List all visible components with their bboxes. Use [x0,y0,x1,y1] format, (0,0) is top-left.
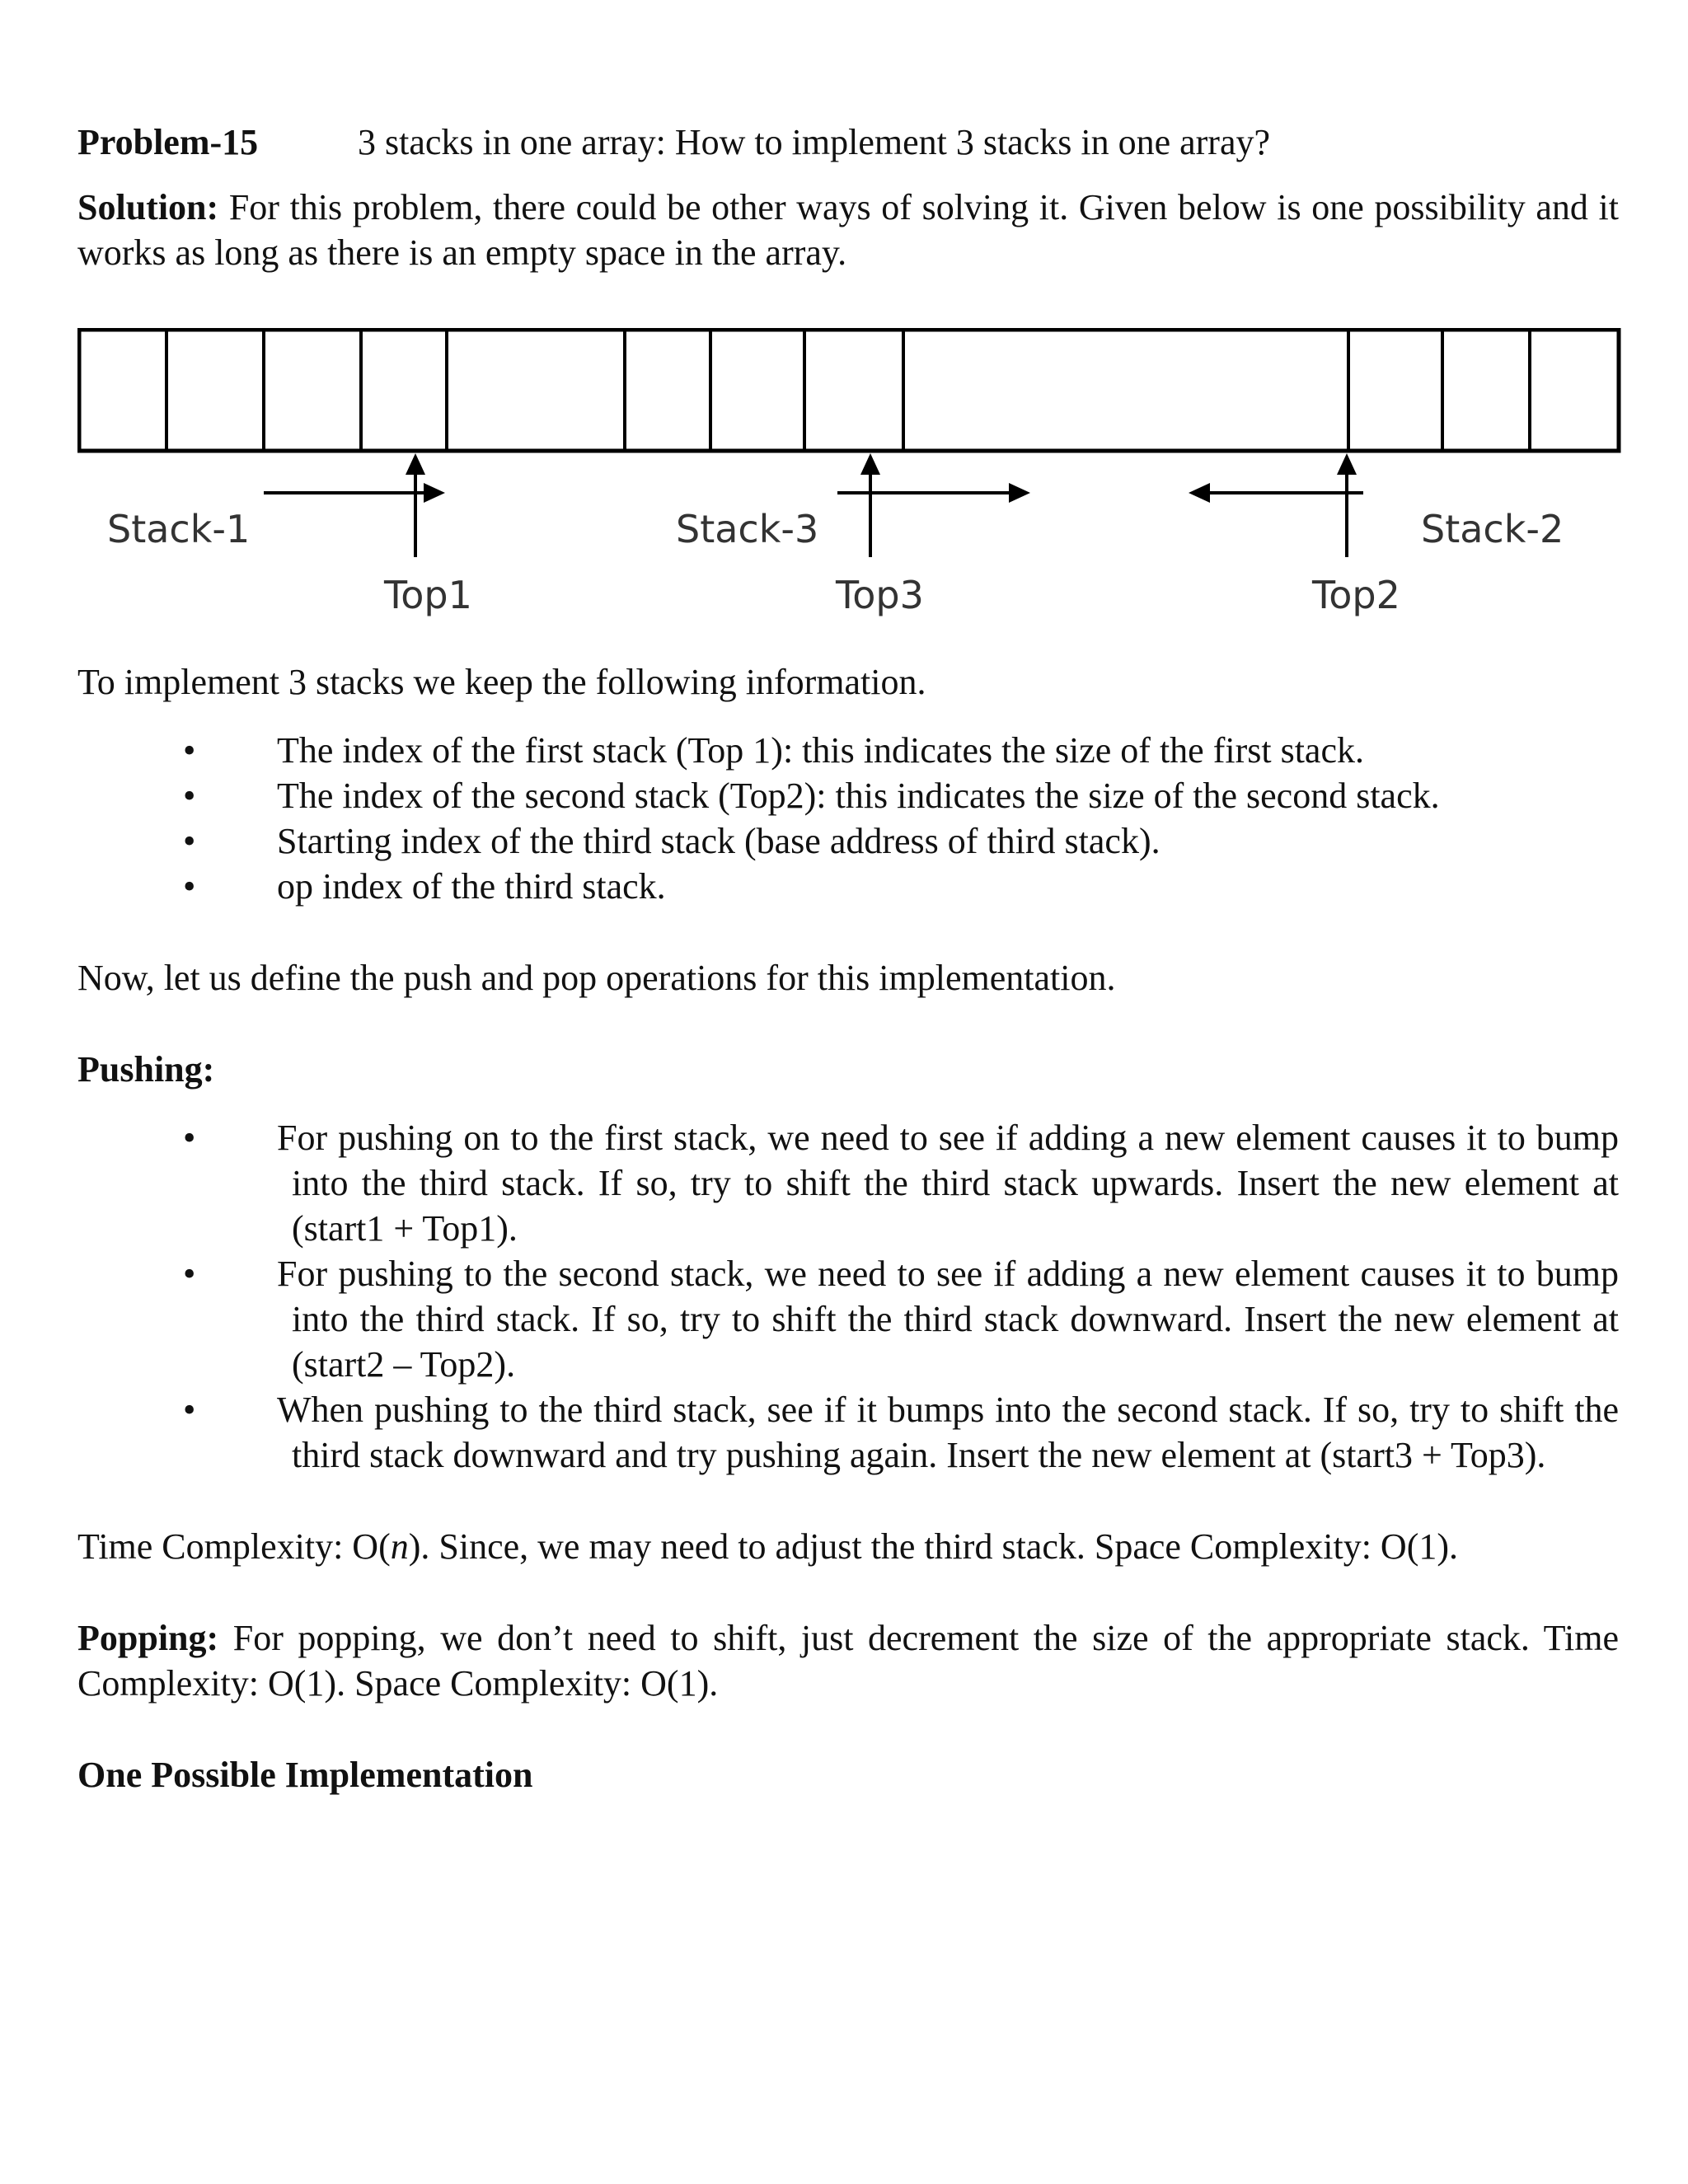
stack1-label: Stack-1 [107,507,251,551]
top1-label: Top1 [384,573,472,617]
popping-label: Popping: [77,1618,219,1658]
stack2-label: Stack-2 [1421,507,1564,551]
list-item: • For pushing to the second stack, we need to see if adding a new element causes it to bump into the third stack. If so, try to shift the third stack downward. Insert the new element at (start2 – Top2). [77,1251,1619,1387]
bullet-icon: • [183,1118,196,1158]
implementation-heading: One Possible Implementation [77,1755,533,1795]
bullet-icon: • [183,776,196,816]
popping-text: For popping, we don’t need to shift, just decrement the size of the appropriate stack. Time Complexity: O(1). Space Complexity: O(1). [77,1618,1619,1704]
top2-label: Top2 [1312,573,1400,617]
body-content [77,659,1619,1797]
bullet-icon: • [183,730,196,771]
solution-label: Solution: [77,187,219,227]
three-stacks-diagram [77,328,1622,635]
array-cells [166,330,1530,451]
problem-label: Problem-15 [77,122,259,162]
pushing-heading: Pushing: [77,1049,215,1090]
list-item: • For pushing on to the first stack, we need to see if adding a new element causes it to bump into the third stack. If so, try to shift the third stack upwards. Insert the new element at (start1 + Top1). [77,1115,1619,1251]
array-outline [79,330,1619,451]
info-intro: To implement 3 stacks we keep the following information. [77,662,926,702]
info-list [77,728,1619,909]
popping-paragraph [77,1615,1619,1706]
page-content [77,120,1619,275]
bullet-icon: • [183,1254,196,1294]
stack3-label: Stack-3 [676,507,819,551]
top3-label: Top3 [836,573,924,617]
list-item: • The index of the first stack (Top 1): this indicates the size of the first stack. [77,728,1619,773]
problem-text: 3 stacks in one array: How to implement 3 stacks in one array? [358,122,1271,162]
top2-pointer-arrow [1337,453,1357,557]
pushing-list [77,1115,1619,1478]
solution-paragraph [77,185,1619,275]
bullet-icon: • [183,866,196,907]
top3-pointer-arrow [860,453,880,557]
list-item: • The index of the second stack (Top2): this indicates the size of the second stack. [77,773,1619,818]
time-complexity-line: Time Complexity: O(n). Since, we may need to adjust the third stack. Space Complexity: O(1). [77,1526,1458,1567]
ops-intro: Now, let us define the push and pop operations for this implementation. [77,958,1116,998]
bullet-icon: • [183,1390,196,1430]
list-item: • op index of the third stack. [77,864,1619,909]
top1-pointer-arrow [406,453,425,557]
list-item: • Starting index of the third stack (base address of third stack). [77,818,1619,864]
solution-text: For this problem, there could be other ways of solving it. Given below is one possibility and it works as long as there is an empty space in the array. [77,187,1619,273]
problem-line [77,120,1619,165]
list-item: • When pushing to the third stack, see if it bumps into the second stack. If so, try to shift the third stack downward and try pushing again. Insert the new element at (start3 + Top3). [77,1387,1619,1478]
stack2-growth-arrow [1189,483,1363,503]
stack3-growth-arrow [837,483,1030,503]
bullet-icon: • [183,821,196,861]
stack1-growth-arrow [264,483,445,503]
